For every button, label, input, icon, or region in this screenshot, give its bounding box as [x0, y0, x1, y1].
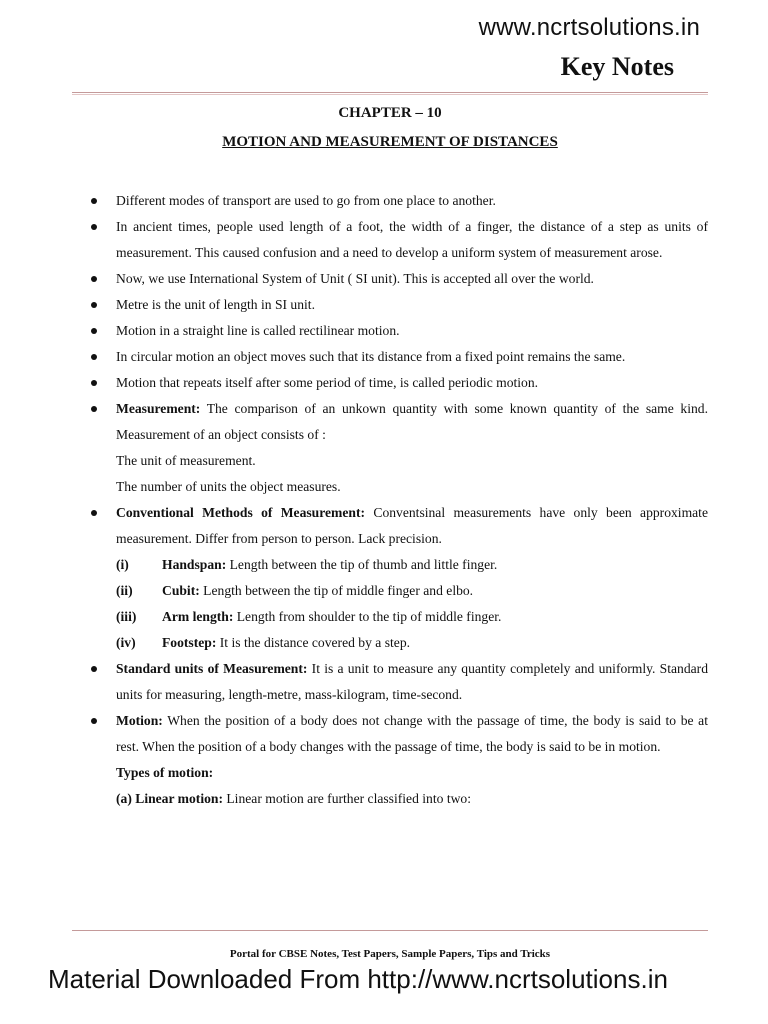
note-text: In circular motion an object moves such that its distance from a fixed point remains the same.	[116, 349, 626, 364]
method-desc	[162, 578, 473, 604]
list-item	[88, 292, 708, 318]
chapter-title: MOTION AND MEASUREMENT OF DISTANCES	[222, 134, 558, 150]
method-text: Length between the tip of middle finger and elbo.	[199, 583, 474, 598]
site-url: www.ncrtsolutions.in	[478, 14, 700, 41]
note-text: Motion in a straight line is called rectilinear motion.	[116, 323, 400, 338]
standard-units-text: It is a unit to measure any quantity completely and uniformly. Standard units for measuring, length-metre, mass-kilogram, time-second.	[116, 661, 709, 702]
bullet-icon	[91, 354, 97, 360]
footer-divider	[72, 930, 708, 931]
method-text: Length between the tip of thumb and little finger.	[226, 557, 498, 572]
conventional-label: Conventional Methods of Measurement:	[116, 505, 366, 520]
key-notes-heading: Key Notes	[560, 52, 674, 81]
note-text: Metre is the unit of length in SI unit.	[116, 297, 315, 312]
method-number: (iv)	[116, 635, 136, 650]
method-desc	[162, 604, 501, 630]
method-row	[88, 630, 708, 656]
bullet-icon	[91, 510, 97, 516]
motion-item	[88, 708, 708, 760]
conventional-item	[88, 500, 708, 552]
linear-motion-line	[88, 786, 708, 812]
method-label: Cubit:	[162, 583, 200, 598]
bullet-icon	[91, 718, 97, 724]
types-heading-text: Types of motion:	[116, 765, 214, 780]
bullet-icon	[91, 666, 97, 672]
list-item	[88, 318, 708, 344]
bullet-icon	[91, 302, 97, 308]
measurement-line: The number of units the object measures.	[116, 479, 341, 494]
method-text: Length from shoulder to the tip of middle finger.	[233, 609, 502, 624]
list-item	[88, 370, 708, 396]
bullet-icon	[91, 224, 97, 230]
conventional-text: Conventsinal measurements have only been approximate measurement. Differ from person to person. Lack precision.	[116, 505, 708, 546]
linear-motion-label: (a) Linear motion:	[116, 791, 223, 806]
method-text: It is the distance covered by a step.	[216, 635, 411, 650]
method-row	[88, 604, 708, 630]
bullet-icon	[91, 328, 97, 334]
measurement-label: Measurement:	[116, 401, 201, 416]
linear-motion-text: Linear motion are further classified into two:	[222, 791, 471, 806]
list-item	[88, 214, 708, 266]
motion-text: When the position of a body does not change with the passage of time, the body is said to be at rest. When the position of a body changes with the passage of time, the body is said to be in motion.	[116, 713, 708, 754]
list-item	[88, 188, 708, 214]
note-text: Motion that repeats itself after some period of time, is called periodic motion.	[116, 375, 539, 390]
portal-footer-text: Portal for CBSE Notes, Test Papers, Sample Papers, Tips and Tricks	[229, 948, 551, 960]
method-desc	[162, 630, 410, 656]
method-number: (i)	[116, 557, 129, 572]
measurement-text: The comparison of an unkown quantity with some known quantity of the same kind. Measurement of an object consists of :	[116, 401, 708, 442]
bullet-icon	[91, 198, 97, 204]
method-row	[88, 552, 708, 578]
measurement-line: The unit of measurement.	[116, 453, 256, 468]
note-text: Different modes of transport are used to go from one place to another.	[116, 193, 496, 208]
types-of-motion-heading	[88, 760, 708, 786]
note-text: Now, we use International System of Unit ( SI unit). This is accepted all over the world.	[116, 271, 594, 286]
notes-list	[88, 188, 708, 812]
standard-units-item	[88, 656, 708, 708]
method-label: Arm length:	[162, 609, 234, 624]
method-number: (ii)	[116, 583, 133, 598]
chapter-number: CHAPTER – 10	[338, 105, 442, 121]
bullet-icon	[91, 406, 97, 412]
method-number: (iii)	[116, 609, 137, 624]
bullet-icon	[91, 380, 97, 386]
list-item	[88, 266, 708, 292]
download-source-text: Material Downloaded From http://www.ncrtsolutions.in	[48, 964, 668, 994]
list-item	[88, 344, 708, 370]
measurement-item	[88, 396, 708, 448]
method-label: Footstep:	[162, 635, 217, 650]
method-desc	[162, 552, 497, 578]
standard-units-label: Standard units of Measurement:	[116, 661, 308, 676]
method-label: Handspan:	[162, 557, 227, 572]
header-divider	[72, 92, 708, 95]
method-row	[88, 578, 708, 604]
motion-label: Motion:	[116, 713, 163, 728]
bullet-icon	[91, 276, 97, 282]
note-text: In ancient times, people used length of a foot, the width of a finger, the distance of a step as units of measurement. This caused confusion and a need to develop a uniform system of measurement arose.	[116, 219, 708, 260]
